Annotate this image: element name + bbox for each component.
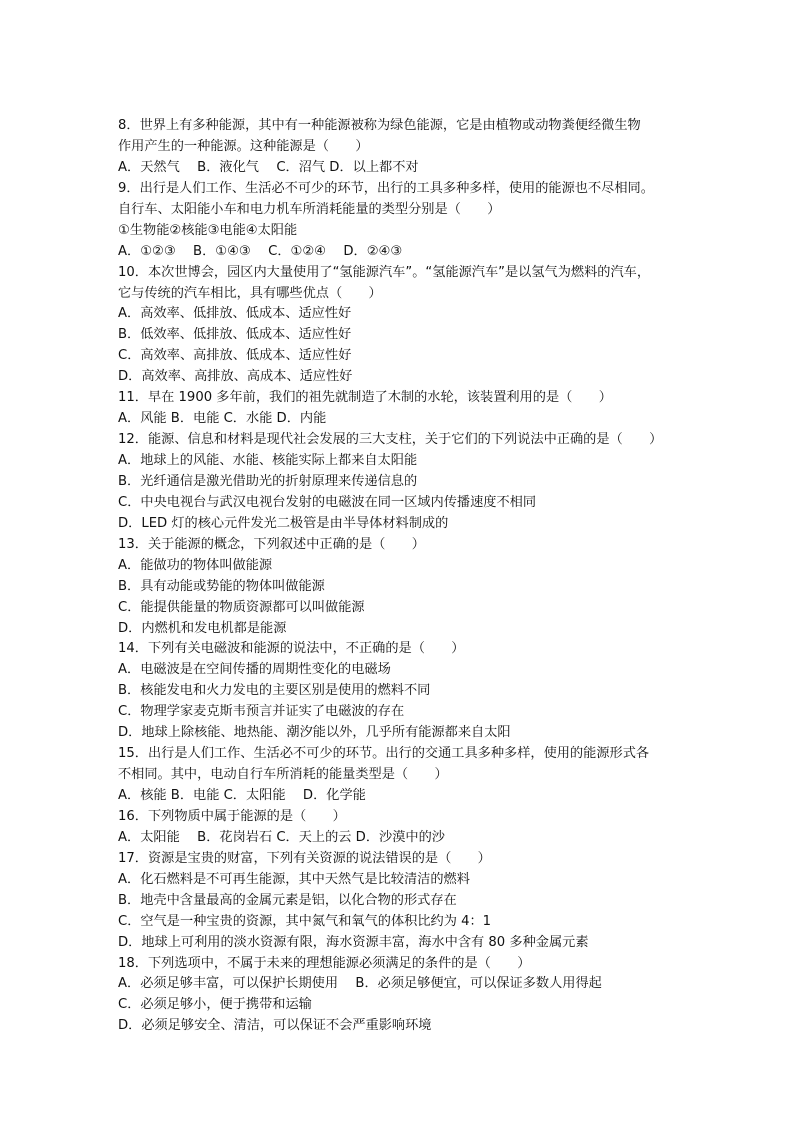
question-12-option-b: B．光纤通信是激光借助光的折射原理来传递信息的 bbox=[118, 473, 418, 489]
question-13-line-1: 13．关于能源的概念，下列叙述中正确的是（ ） bbox=[118, 536, 425, 552]
question-17-line-1: 17．资源是宝贵的财富，下列有关资源的说法错误的是（ ） bbox=[118, 850, 491, 866]
question-13-option-a: A．能做功的物体叫做能源 bbox=[118, 557, 273, 573]
question-13-option-b: B．具有动能或势能的物体叫做能源 bbox=[118, 578, 325, 594]
question-8-line-2: 作用产生的一种能源。这种能源是（ ） bbox=[118, 138, 369, 154]
question-11-line-1: 11．早在 1900 多年前，我们的祖先就制造了木制的水轮，该装置利用的是（ ） bbox=[118, 390, 612, 406]
question-15-line-1: 15．出行是人们工作、生活必不可少的环节。出行的交通工具多种多样，使用的能源形式各 bbox=[118, 746, 650, 762]
question-10-line-1: 10．本次世博会，园区内大量使用了“氢能源汽车”。“氢能源汽车”是以氢气为燃料的汽车， bbox=[118, 264, 651, 280]
question-11-options: A．风能 B．电能 C．水能 D．内能 bbox=[118, 411, 327, 427]
question-15-line-2: 不相同。其中，电动自行车所消耗的能量类型是（ ） bbox=[118, 767, 448, 783]
question-14-line-1: 14．下列有关电磁波和能源的说法中，不正确的是（ ） bbox=[118, 641, 465, 657]
question-9-options: A．①②③ B．①④③ C．①②④ D．②④③ bbox=[118, 243, 403, 259]
question-14-option-a: A．电磁波是在空间传播的周期性变化的电磁场 bbox=[118, 662, 391, 678]
question-12-option-a: A．地球上的风能、水能、核能实际上都来自太阳能 bbox=[118, 453, 418, 468]
question-8-options: A．天然气 B．液化气 C．沼气 D．以上都不对 bbox=[118, 159, 419, 175]
question-8-line-1: 8．世界上有多种能源，其中有一种能源被称为绿色能源，它是由植物或动物粪便经微生物 bbox=[118, 118, 641, 133]
question-10-option-c: C．高效率、高排放、低成本、适应性好 bbox=[118, 348, 352, 364]
question-10-line-2: 它与传统的汽车相比，具有哪些优点（ ） bbox=[118, 285, 382, 301]
question-18-options-ab: A．必须足够丰富，可以保护长期使用 B．必须足够便宜，可以保证多数人用得起 bbox=[118, 976, 602, 992]
question-9-choices: ①生物能②核能③电能④太阳能 bbox=[118, 222, 298, 238]
question-18-option-c: C．必须足够小，便于携带和运输 bbox=[118, 997, 312, 1013]
question-14-option-d: D．地球上除核能、地热能、潮汐能以外，几乎所有能源都来自太阳 bbox=[118, 725, 511, 741]
question-10-option-b: B．低效率、低排放、低成本、适应性好 bbox=[118, 327, 352, 343]
question-14-option-b: B．核能发电和火力发电的主要区别是使用的燃料不同 bbox=[118, 683, 431, 699]
exam-page bbox=[118, 116, 686, 1037]
question-16-options: A．太阳能 B．花岗岩石 C．天上的云 D．沙漠中的沙 bbox=[118, 829, 445, 845]
question-17-option-b: B．地壳中含量最高的金属元素是铝，以化合物的形式存在 bbox=[118, 892, 457, 908]
question-18-line-1: 18．下列选项中，不属于未来的理想能源必须满足的条件的是（ ） bbox=[118, 955, 531, 971]
question-18-option-d: D．必须足够安全、清洁，可以保证不会严重影响环境 bbox=[118, 1018, 432, 1034]
question-12-line-1: 12．能源、信息和材料是现代社会发展的三大支柱，关于它们的下列说法中正确的是（ ） bbox=[118, 432, 663, 448]
question-9-line-1: 9．出行是人们工作、生活必不可少的环节，出行的工具多种多样，使用的能源也不尽相同。 bbox=[118, 180, 654, 196]
question-14-option-c: C．物理学家麦克斯韦预言并证实了电磁波的存在 bbox=[118, 704, 405, 720]
question-17-option-c: C．空气是一种宝贵的资源，其中氮气和氧气的体积比约为 4：1 bbox=[118, 913, 492, 929]
question-10-option-d: D．高效率、高排放、高成本、适应性好 bbox=[118, 369, 353, 385]
question-9-line-2: 自行车、太阳能小车和电力机车所消耗能量的类型分别是（ ） bbox=[118, 201, 501, 217]
question-12-option-c: C．中央电视台与武汉电视台发射的电磁波在同一区域内传播速度不相同 bbox=[118, 494, 537, 510]
question-12-option-d: D．LED 灯的核心元件发光二极管是由半导体材料制成的 bbox=[118, 515, 449, 531]
question-16-line-1: 16．下列物质中属于能源的是（ ） bbox=[118, 808, 346, 824]
question-13-option-d: D．内燃机和发电机都是能源 bbox=[118, 620, 287, 636]
question-17-option-a: A．化石燃料是不可再生能源，其中天然气是比较清洁的燃料 bbox=[118, 871, 470, 887]
question-13-option-c: C．能提供能量的物质资源都可以叫做能源 bbox=[118, 599, 365, 615]
question-17-option-d: D．地球上可利用的淡水资源有限，海水资源丰富，海水中含有 80 多种金属元素 bbox=[118, 934, 589, 950]
question-10-option-a: A．高效率、低排放、低成本、适应性好 bbox=[118, 306, 352, 322]
question-15-options: A．核能 B．电能 C．太阳能 D．化学能 bbox=[118, 788, 366, 803]
